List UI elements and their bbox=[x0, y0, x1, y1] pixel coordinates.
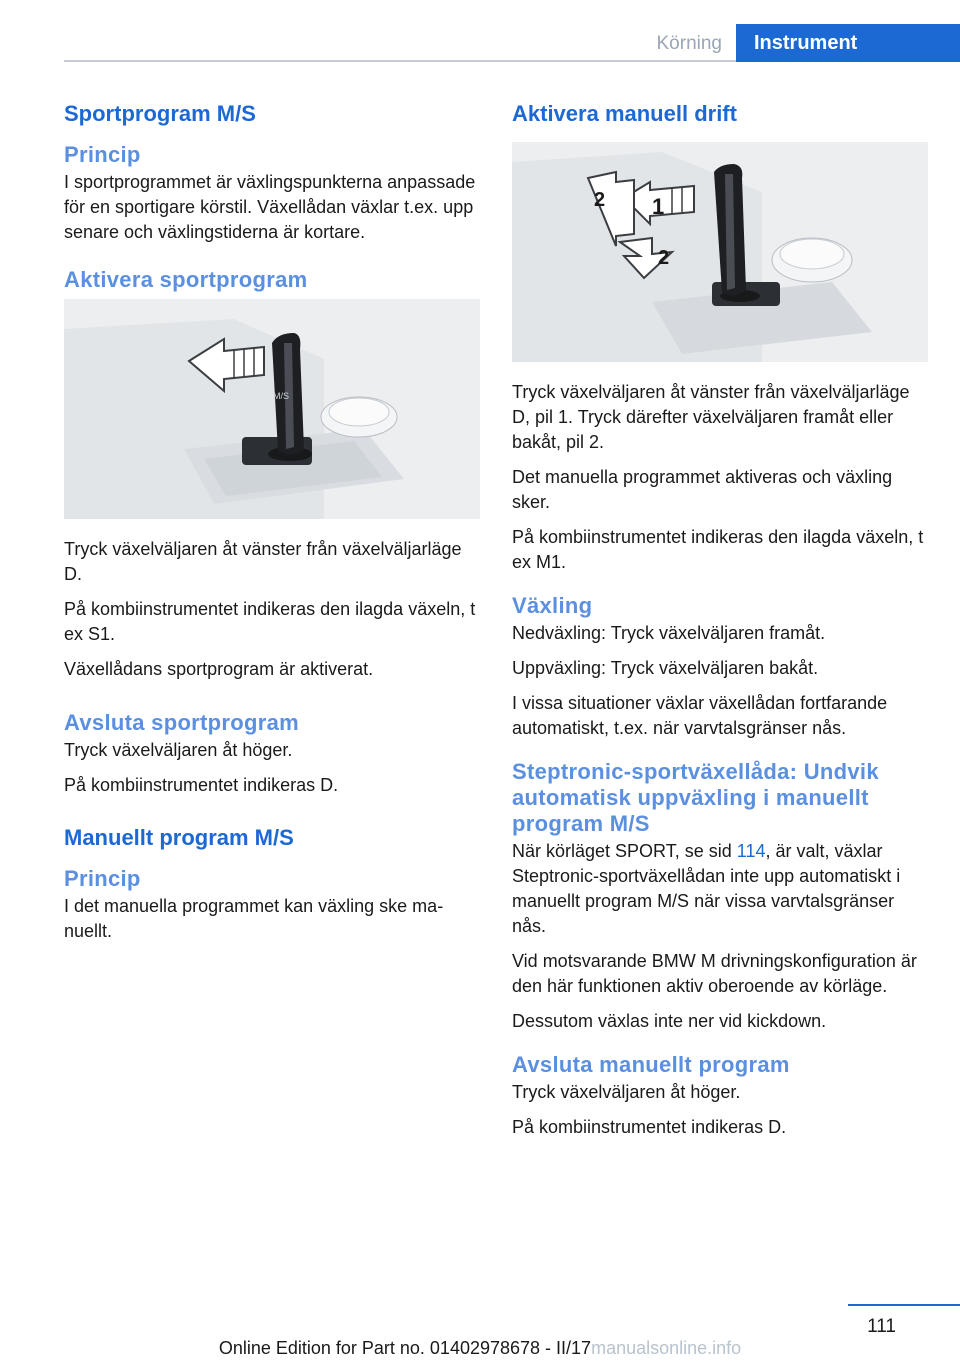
steptronic-text-2: Vid motsvarande BMW M drivningskonfiguration är den här funktionen aktiv oberoende av körläge. bbox=[512, 951, 917, 996]
avsluta-sport-step2: På kombiinstrumentet indikeras D. bbox=[64, 775, 339, 795]
aktivera-manuell-step1: Tryck växelväljaren åt vänster från växelväljarläge D, pil 1. Tryck därefter växelväljaren framåt eller bakåt, pil 2. bbox=[512, 382, 910, 452]
section-title-manuellt: Manuellt program M/S bbox=[64, 825, 294, 850]
svg-text:M/S: M/S bbox=[273, 391, 290, 401]
steptronic-text-1a: När körläget SPORT, se sid bbox=[512, 841, 737, 861]
gear-selector-image-right bbox=[512, 142, 928, 362]
tab-korning[interactable]: Körning bbox=[656, 33, 722, 54]
gear-selector-illustration bbox=[64, 299, 480, 519]
gear-selector-arrows-illustration bbox=[512, 142, 928, 362]
steptronic-text-3: Dessutom växlas inte ner vid kickdown. bbox=[512, 1011, 827, 1031]
heading-manuellt-princip: Princip bbox=[64, 866, 141, 891]
watermark: manualsonline.info bbox=[591, 1338, 742, 1358]
tab-instrument[interactable]: Instrument bbox=[736, 24, 960, 62]
heading-vaxling: Växling bbox=[512, 593, 593, 618]
page-number: 111 bbox=[867, 1316, 896, 1337]
page-link-114[interactable]: 114 bbox=[736, 841, 766, 861]
figure-label-1: 1 bbox=[652, 194, 665, 219]
heading-steptronic: Steptronic-sportväxellåda: Undvik automatisk uppväxling i manuellt program M/S bbox=[512, 759, 879, 836]
aktivera-sport-step2: På kombiinstrumentet indikeras den ilagda växeln, t ex S1. bbox=[64, 599, 476, 644]
steptronic-text-1 bbox=[512, 839, 928, 939]
aktivera-sport-step1: Tryck växelväljaren åt vänster från växelväljarläge D. bbox=[64, 539, 462, 584]
avsluta-manuellt-step1: Tryck växelväljaren åt höger. bbox=[512, 1082, 741, 1102]
aktivera-sport-step3: Växellådans sportprogram är aktiverat. bbox=[64, 659, 374, 679]
vaxling-upp: Uppväxling: Tryck växelväljaren bakåt. bbox=[512, 658, 819, 678]
figure-label-2-forward: 2 bbox=[594, 189, 606, 211]
aktivera-manuell-step3: På kombiinstrumentet indikeras den ilagda växeln, t ex M1. bbox=[512, 527, 924, 572]
gear-selector-image-left bbox=[64, 299, 480, 519]
steptronic-text-1b: , är valt, växlar Steptronic-sportväxellådan inte upp automatiskt i manuellt program M/S när vissa varvtalsgränser nås. bbox=[512, 841, 901, 936]
footer-rule bbox=[848, 1304, 960, 1306]
heading-avsluta-manuellt: Avsluta manuellt program bbox=[512, 1052, 790, 1077]
section-title-sportprogram: Sportprogram M/S bbox=[64, 101, 256, 126]
heading-aktivera-sportprogram: Aktivera sportprogram bbox=[64, 267, 308, 292]
vaxling-auto: I vissa situationer växlar växellådan fortfarande automatiskt, t.ex. när varvtalsgränser nås. bbox=[512, 693, 888, 738]
heading-princip: Princip bbox=[64, 142, 141, 167]
edition-text: Online Edition for Part no. 01402978678 - II/17 bbox=[218, 1338, 592, 1358]
figure-label-2-back: 2 bbox=[658, 247, 670, 269]
heading-avsluta-sportprogram: Avsluta sportprogram bbox=[64, 710, 300, 735]
section-title-aktivera-manuell: Aktivera manuell drift bbox=[512, 101, 737, 126]
footer-edition bbox=[0, 1338, 960, 1359]
right-column bbox=[512, 100, 928, 1150]
princip-text: I sportprogrammet är växlingspunkterna anpassade för en sportigare körstil. Växellådan växlar t.ex. upp senare och växlingstiderna är kortare. bbox=[64, 172, 476, 242]
manuellt-princip-text: I det manuella programmet kan växling ske manuellt. bbox=[64, 896, 444, 941]
aktivera-manuell-step2: Det manuella programmet aktiveras och växling sker. bbox=[512, 467, 893, 512]
avsluta-manuellt-step2: På kombiinstrumentet indikeras D. bbox=[512, 1117, 787, 1137]
vaxling-ned: Nedväxling: Tryck växelväljaren framåt. bbox=[512, 623, 826, 643]
left-column bbox=[64, 100, 480, 954]
avsluta-sport-step1: Tryck växelväljaren åt höger. bbox=[64, 740, 293, 760]
